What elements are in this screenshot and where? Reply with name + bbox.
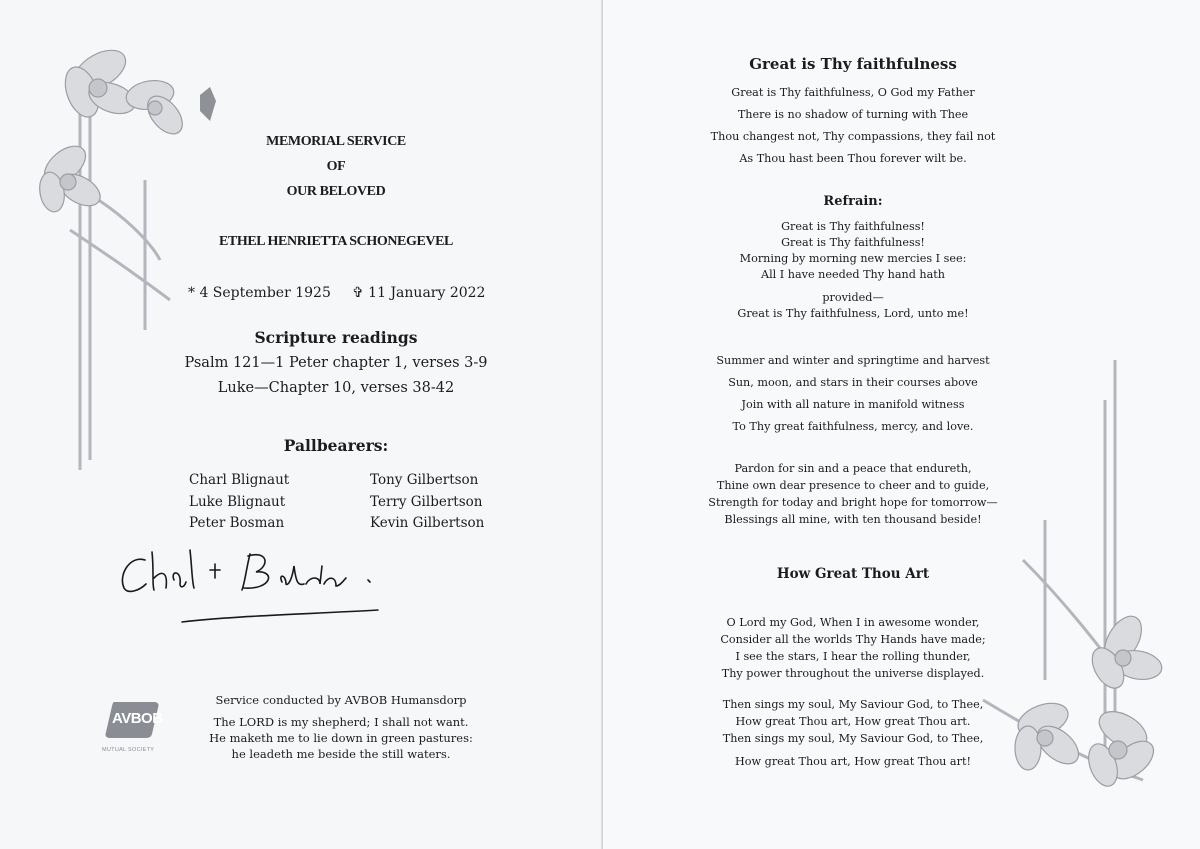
hymn1-verse3 <box>603 460 1103 528</box>
hymn-line: Thou changest not, Thy compassions, they fail not <box>710 130 996 143</box>
pallbearer-name: Charl Blignaut <box>189 472 290 488</box>
deceased-name: ETHEL HENRIETTA SCHONEGEVEL <box>218 234 453 249</box>
memorial-title-line: OF <box>326 159 346 174</box>
hymn2-chorus <box>603 696 1103 770</box>
hymn-line: Summer and winter and springtime and harvest <box>716 354 990 367</box>
hymn-line: Then sings my soul, My Saviour God, to Thee, <box>722 732 984 745</box>
hymn-line: Then sings my soul, My Saviour God, to Thee, <box>722 698 984 711</box>
memorial-title-line: MEMORIAL SERVICE <box>266 134 406 149</box>
hymn-line: Great is Thy faithfulness, Lord, unto me! <box>737 307 969 320</box>
scripture-line: Luke—Chapter 10, verses 38-42 <box>217 380 455 396</box>
hymn-line: Great is Thy faithfulness! <box>781 236 925 249</box>
pallbearers-column-2 <box>370 470 484 535</box>
death-date: ✞ 11 January 2022 <box>352 285 486 301</box>
hymn-line: Great is Thy faithfulness, O God my Father <box>731 86 975 99</box>
memorial-title <box>236 134 436 209</box>
hymn1-title: Great is Thy faithfulness <box>749 55 957 73</box>
pallbearer-name: Luke Blignaut <box>189 493 286 510</box>
hymn-line: Join with all nature in manifold witness <box>741 398 965 411</box>
psalm-line: He maketh me to lie down in green pastures: <box>209 731 473 745</box>
handwritten-signature <box>110 540 410 630</box>
pallbearer-name: Terry Gilbertson <box>370 493 483 510</box>
hymn-line: To Thy great faithfulness, mercy, and love. <box>732 420 974 433</box>
pallbearer-name: Kevin Gilbertson <box>370 515 485 531</box>
memorial-title-line: OUR BELOVED <box>286 184 386 199</box>
service-conducted-by: Service conducted by AVBOB Humansdorp <box>215 693 467 707</box>
hymn-line: Blessings all mine, with ten thousand beside! <box>724 513 982 526</box>
hymn-line: Morning by morning new mercies I see: <box>739 252 967 265</box>
hymn-line: Sun, moon, and stars in their courses above <box>728 376 978 389</box>
hymn-line: Consider all the worlds Thy Hands have made; <box>720 633 986 646</box>
hymn1-verse2 <box>603 350 1103 438</box>
pallbearers-column-1 <box>189 470 289 535</box>
hymn1-verse1 <box>603 82 1103 170</box>
hymn2-verse1 <box>603 614 1103 682</box>
scripture-heading: Scripture readings <box>254 328 418 347</box>
hymn-line: How great Thou art, How great Thou art. <box>735 715 971 728</box>
pallbearers-heading: Pallbearers: <box>283 436 389 455</box>
hymn-line: Thy power throughout the universe displayed. <box>721 667 985 680</box>
hymn-line: All I have needed Thy hand hath <box>760 268 945 281</box>
hymn-line: There is no shadow of turning with Thee <box>737 108 969 121</box>
right-page <box>603 0 1200 849</box>
hymn1-refrain <box>603 219 1103 322</box>
birth-date: * 4 September 1925 <box>188 285 331 301</box>
hymn-line: O Lord my God, When I in awesome wonder, <box>726 616 980 629</box>
hymn-line: Pardon for sin and a peace that endureth, <box>734 462 972 475</box>
avbob-logo <box>102 700 163 753</box>
hymn-line: Great is Thy faithfulness! <box>781 220 925 233</box>
hymn-line: How great Thou art, How great Thou art! <box>735 755 971 768</box>
hymn-line: I see the stars, I hear the rolling thunder, <box>735 650 971 663</box>
refrain-heading: Refrain: <box>823 194 883 209</box>
psalm-line: he leadeth me beside the still waters. <box>231 747 451 761</box>
hymn2-title: How Great Thou Art <box>776 566 930 582</box>
psalm-quote <box>196 714 486 762</box>
hymn-line: provided— <box>822 291 884 304</box>
pallbearer-name: Peter Bosman <box>189 515 285 531</box>
hymn-line: As Thou hast been Thou forever wilt be. <box>739 152 967 165</box>
pallbearer-name: Tony Gilbertson <box>370 472 479 488</box>
hymn-line: Thine own dear presence to cheer and to guide, <box>716 479 990 492</box>
psalm-line: The LORD is my shepherd; I shall not want. <box>213 715 469 729</box>
hymn-line: Strength for today and bright hope for tomorrow— <box>708 496 998 509</box>
avbob-logo-subtitle: MUTUAL SOCIETY <box>102 747 155 753</box>
avbob-logo-text: AVBOB <box>112 710 163 727</box>
scripture-line: Psalm 121—1 Peter chapter 1, verses 3-9 <box>184 355 488 371</box>
